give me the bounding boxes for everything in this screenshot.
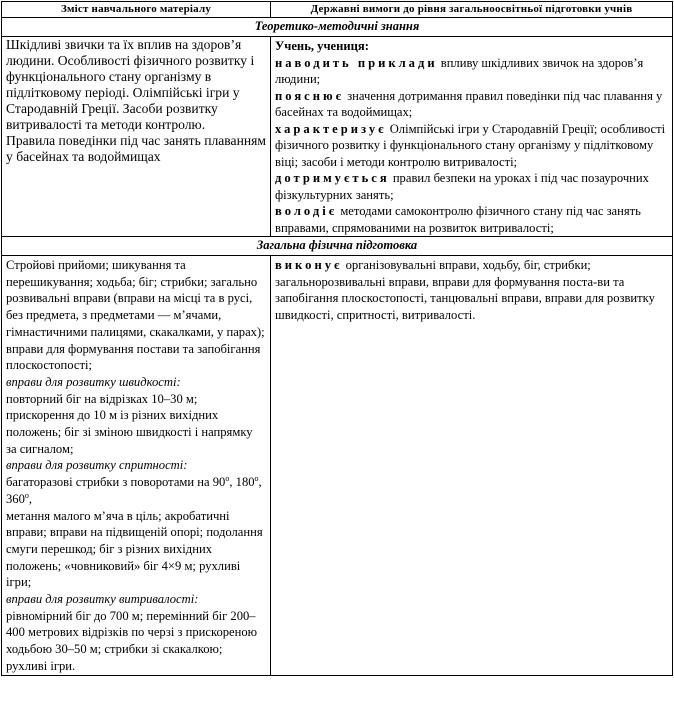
agility-text-part: , [28,491,33,506]
content-cell-theory [2,37,271,237]
section-row-theory [2,18,673,37]
requirement-item [275,257,668,323]
agility-text-2: метання малого м’яча в ціль; акробатичні вправи; вправи на підвищеній опорі; подолання смуги перешкод; біг з різних вихідних положень; «човниковий» біг 4×9 м; рухливі ігри; [6,508,263,590]
requirement-text: впливу шкідливих звичок на здоров’я людини; [275,55,644,86]
table-row [2,256,673,676]
content-paragraph: Стройові прийоми; шикування та перешикування; ходьба; біг; стрибки; загально розвивальні вправи (вправи на місці та в русі, без предмета, з предметами — м’ячами, гімнастичними палицями, скакалками, у парах); вправи для формування постави та запобігання плоскостопості; [6,258,265,373]
degree-mark: о [254,473,259,483]
endurance-text: рівномірний біг до 700 м; перемінний біг 200–400 метрових відрізків по черзі з прискореною ходьбою 30–50 м; стрибки зі скакалкою; рухливі ігри. [6,608,258,673]
requirement-item [275,55,668,88]
requirement-keyword: наводить приклади [275,55,438,70]
table-row [2,37,673,237]
endurance-label: вправи для розвитку витривалості: [6,592,199,607]
requirement-text: правил безпеки на уроках і під час позаурочних фізкультурних занять; [275,171,649,202]
requirement-text: значення дотримання правил поведінки під час плавання у басейнах та водоймищах; [275,88,663,119]
degree-mark: о [225,473,230,483]
speed-label: вправи для розвитку швидкості: [6,374,181,389]
degree-mark: о [24,490,29,500]
agility-label: вправи для розвитку спритності: [6,458,188,473]
header-requirements: Державні вимоги до рівня загальноосвітньої підготовки учнів [271,2,673,18]
requirement-text: Олімпійські ігри у Стародавній Греції; особливості фізичного розвитку і функціонального стану організму у підлітковому віці; засоби і методи контролю витривалості; [275,121,666,169]
req-header [275,38,668,55]
requirement-keyword: дотримується [275,171,390,185]
agility-text-part: , 180 [229,475,255,490]
header-row [2,2,673,18]
requirement-item [275,170,668,203]
curriculum-table [1,1,673,676]
header-content: Зміст навчального матеріалу [2,2,271,18]
content-paragraph: Шкідливі звички та їх вплив на здоров’я людини. Особливості фізичного розвитку і функціонального стану організму в підлітковому періоді. Олімпійські ігри у Стародавній Греції. Засоби розвитку витривалості та методи контролю. [6,37,255,132]
requirement-keyword: пояснює [275,88,345,103]
section-title-physical: Загальна фізична підготовка [2,237,673,256]
requirement-item [275,203,668,236]
content-cell-physical [2,256,271,676]
req-header-text: Учень, учениця: [275,39,369,53]
agility-text-part: , 360 [6,475,262,506]
requirement-text: організовувальні вправи, ходьбу, біг, стрибки; загальнорозвивальні вправи, вправи для формування поста-ви та запобігання плоскостопості, танцювальні вправи, вправи для розвитку швидкості, спритності, витривалості. [275,258,655,322]
agility-text [6,474,266,507]
requirement-item [275,121,668,171]
requirements-cell-theory [271,37,673,237]
speed-text: повторний біг на відрізках 10–30 м; прискорення до 10 м із різних вихідних положень; біг зі зміною швидкості і напрямку за сигналом; [6,391,253,456]
content-paragraph: Правила поведінки під час занять плаванням у басейнах та водоймищах [6,133,266,164]
requirement-keyword: володіє [275,204,338,218]
requirement-item [275,88,668,121]
requirement-keyword: характеризує [275,121,387,136]
section-row-physical [2,237,673,256]
section-title-theory: Теоретико-методичні знання [2,18,673,37]
agility-text-part: багаторазові стрибки з поворотами на 90 [6,475,226,490]
requirements-cell-physical [271,256,673,676]
requirement-text: методами самоконтролю фізичного стану під час занять вправами, спрямованими на розвиток витривалості; [275,204,641,235]
requirement-keyword: виконує [275,258,343,272]
